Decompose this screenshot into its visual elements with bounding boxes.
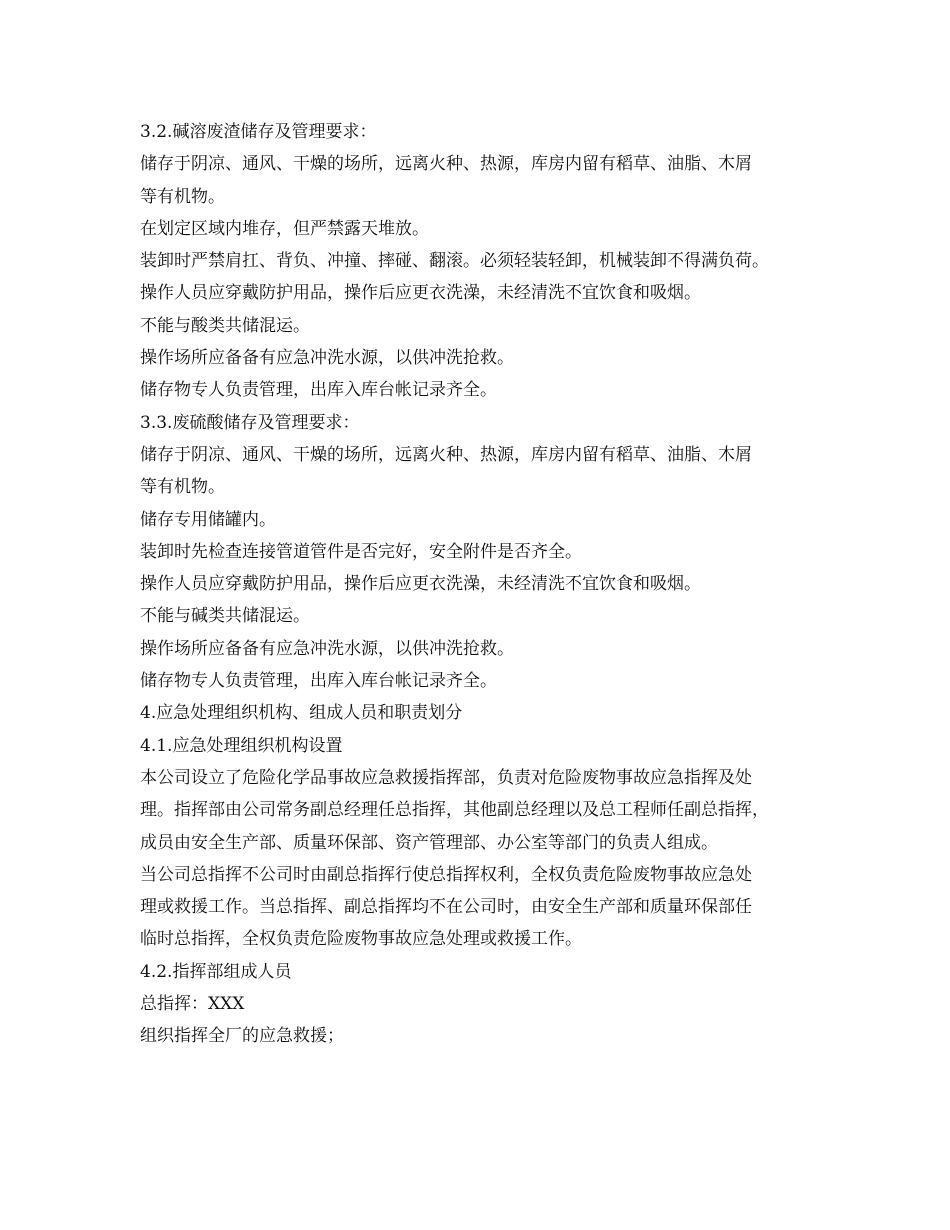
section-heading-3-2: 3.2.碱溶废渣储存及管理要求： (140, 122, 377, 142)
document-body (140, 116, 830, 1053)
section-heading-4: 4.应急处理组织机构、组成人员和职责划分 (140, 703, 463, 724)
section-heading-4-2: 4.2.指挥部组成人员 (140, 961, 292, 982)
paragraph-line: 不能与酸类共储混运。 (140, 315, 310, 336)
section-heading-3-3: 3.3.废硫酸储存及管理要求： (140, 412, 360, 433)
paragraph-line: 储存专用储罐内。 (140, 509, 276, 530)
paragraph-line: 操作人员应穿戴防护用品，操作后应更衣洗澡，未经清洗不宜饮食和吸烟。 (140, 283, 701, 304)
paragraph-line: 理。指挥部由公司常务副总经理任总指挥，其他副总经理以及总工程师任副总指挥， (140, 800, 769, 821)
section-heading-4-1: 4.1.应急处理组织机构设置 (140, 735, 343, 756)
paragraph-line: 理或救援工作。当总指挥、副总指挥均不在公司时，由安全生产部和质量环保部任 (140, 897, 752, 918)
paragraph-line: 储存于阴凉、通风、干燥的场所，远离火种、热源，库房内留有稻草、油脂、木屑 (140, 444, 752, 465)
paragraph-line: 不能与碱类共储混运。 (140, 606, 310, 627)
paragraph-line: 储存于阴凉、通风、干燥的场所，远离火种、热源，库房内留有稻草、油脂、木屑 (140, 154, 752, 175)
paragraph-line: 等有机物。 (140, 477, 225, 498)
paragraph-line: 本公司设立了危险化学品事故应急救援指挥部，负责对危险废物事故应急指挥及处 (140, 767, 752, 788)
paragraph-line: 装卸时先检查连接管道管件是否完好，安全附件是否齐全。 (140, 541, 582, 562)
paragraph-line: 在划定区域内堆存，但严禁露天堆放。 (140, 218, 429, 239)
paragraph-line: 临时总指挥，全权负责危险废物事故应急处理或救援工作。 (140, 929, 582, 950)
paragraph-line: 操作场所应备备有应急冲洗水源，以供冲洗抢救。 (140, 638, 514, 659)
paragraph-line: 当公司总指挥不公司时由副总指挥行使总指挥权利，全权负责危险废物事故应急处 (140, 864, 752, 885)
paragraph-line: 成员由安全生产部、质量环保部、资产管理部、办公室等部门的负责人组成。 (140, 832, 718, 853)
paragraph-line: 操作场所应备备有应急冲洗水源，以供冲洗抢救。 (140, 348, 514, 369)
paragraph-line: 装卸时严禁肩扛、背负、冲撞、摔碰、翻滚。必须轻装轻卸，机械装卸不得满负荷。 (140, 251, 769, 272)
paragraph-line: 组织指挥全厂的应急救援； (140, 1026, 344, 1047)
paragraph-line: 操作人员应穿戴防护用品，操作后应更衣洗澡，未经清洗不宜饮食和吸烟。 (140, 574, 701, 595)
paragraph-line: 储存物专人负责管理，出库入库台帐记录齐全。 (140, 380, 497, 401)
paragraph-line: 储存物专人负责管理，出库入库台帐记录齐全。 (140, 671, 497, 692)
paragraph-line: 总指挥：XXX (140, 994, 245, 1015)
paragraph-line: 等有机物。 (140, 186, 225, 207)
